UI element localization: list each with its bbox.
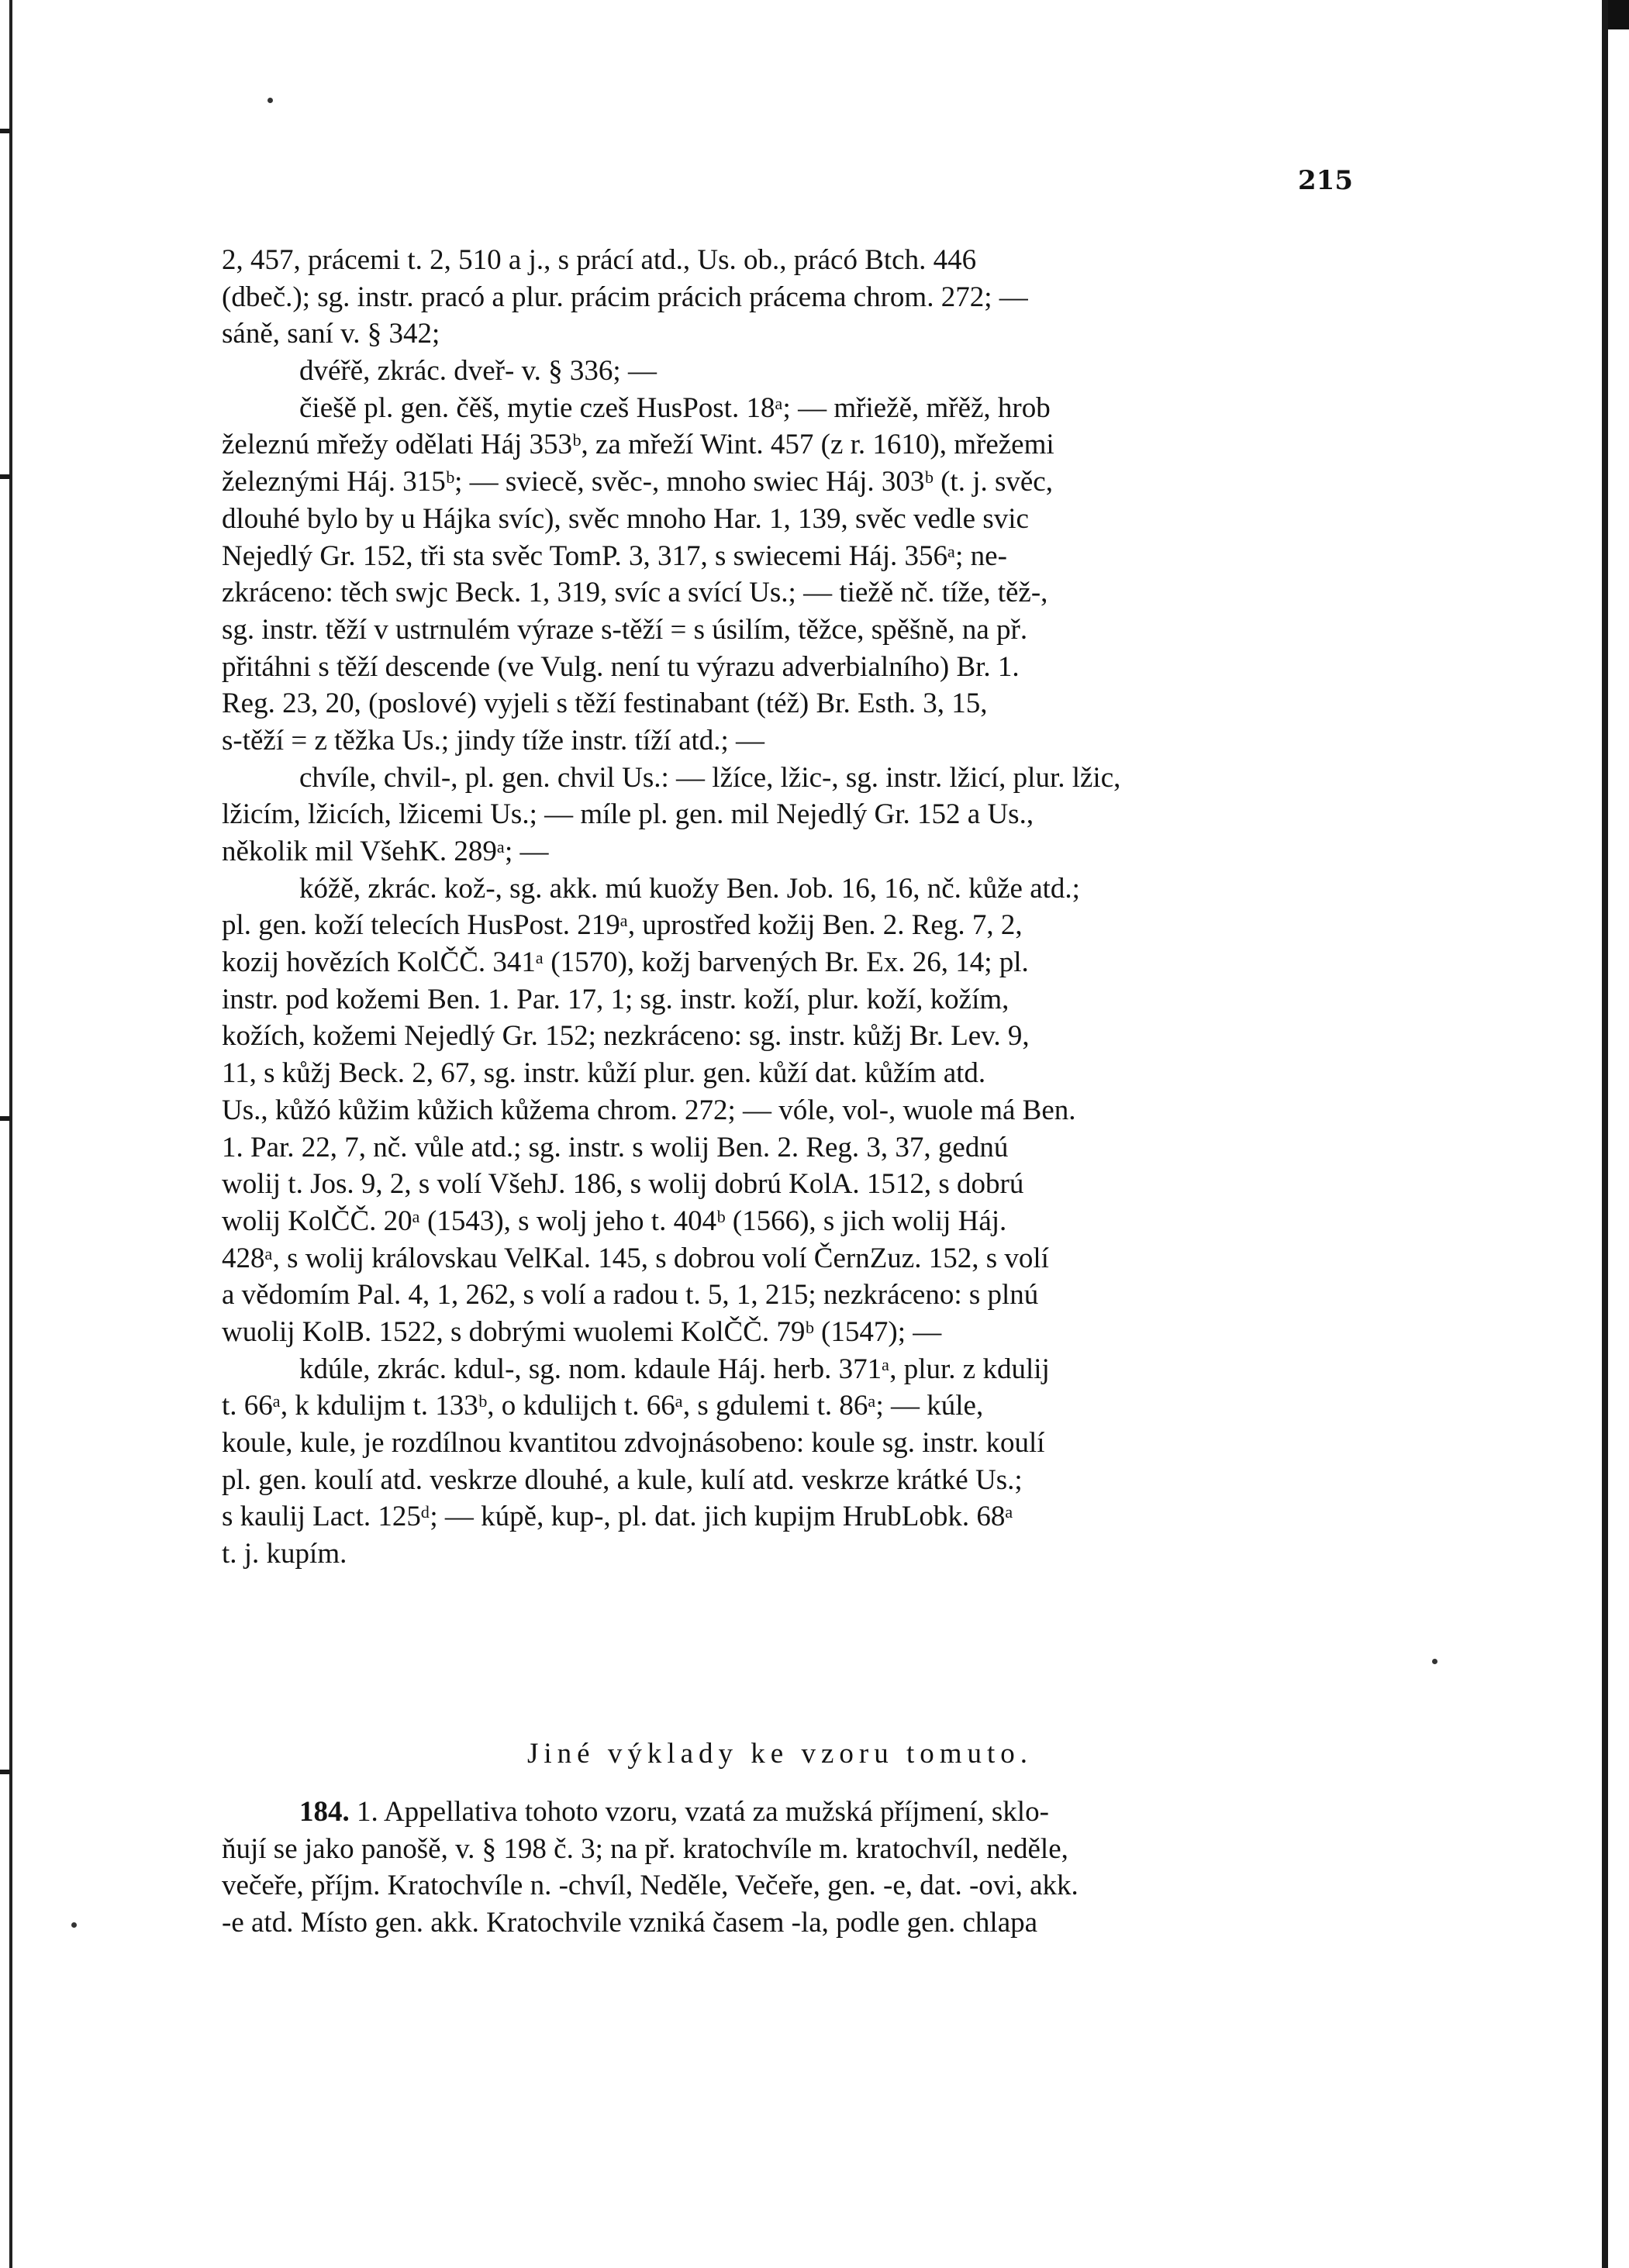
text-line: lžicím, lžicích, lžicemi Us.; — míle pl. gen. mil Nejedlý Gr. 152 a Us.,: [222, 798, 1034, 831]
text-line: wolij KolČČ. 20ᵃ (1543), s wolj jeho t. 404ᵇ (1566), s jich wolij Háj.: [222, 1205, 1007, 1237]
scan-edge-mark: [0, 1770, 11, 1774]
scan-speck: [267, 98, 273, 103]
text-line: kozij hovězích KolČČ. 341ᵃ (1570), kožj barvených Br. Ex. 26, 14; pl.: [222, 946, 1029, 979]
scan-speck: [71, 1922, 77, 1928]
text-line: koule, kule, je rozdílnou kvantitou zdvojnásobeno: koule sg. instr. koulí: [222, 1427, 1045, 1459]
paragraph-number: 184.: [299, 1796, 350, 1828]
text-line: pl. gen. koulí atd. veskrze dlouhé, a kule, kulí atd. veskrze krátké Us.;: [222, 1463, 1023, 1496]
scan-edge-corner: [1608, 0, 1629, 29]
text-line: 428ᵃ, s wolij královskau VelKal. 145, s dobrou volí ČernZuz. 152, s volí: [222, 1242, 1049, 1274]
text-line: železnými Háj. 315ᵇ; — sviecě, svěc-, mnoho swiec Háj. 303ᵇ (t. j. svěc,: [222, 466, 1053, 498]
text-line: pl. gen. koží telecích HusPost. 219ᵃ, uprostřed kožij Ben. 2. Reg. 7, 2,: [222, 909, 1023, 942]
text-line: s kaulij Lact. 125ᵈ; — kúpě, kup-, pl. dat. jich kupijm HrubLobk. 68ᵃ: [222, 1501, 1013, 1533]
text-line: Us., kůžó kůžim kůžich kůžema chrom. 272; — vóle, vol-, wuole má Ben.: [222, 1094, 1076, 1126]
text-line: Nejedlý Gr. 152, tři sta svěc TomP. 3, 317, s swiecemi Háj. 356ᵃ; ne-: [222, 539, 1007, 572]
text-line: kdúle, zkrác. kdul-, sg. nom. kdaule Háj. herb. 371ᵃ, plur. z kdulij: [299, 1353, 1050, 1385]
text-line: 1. Appellativa tohoto vzoru, vzatá za mužská příjmení, sklo-: [357, 1796, 1049, 1828]
scan-edge-right: [1602, 0, 1608, 2268]
text-line: (dbeč.); sg. instr. pracó a plur. prácim prácich prácema chrom. 272; —: [222, 281, 1028, 313]
text-line: večeře, příjm. Kratochvíle n. -chvíl, Neděle, Večeře, gen. -e, dat. -ovi, akk.: [222, 1870, 1079, 1902]
text-line: železnú mřežy odělati Háj 353ᵇ, za mřeží Wint. 457 (z r. 1610), mřežemi: [222, 429, 1054, 461]
body-text: [222, 242, 1338, 1573]
text-line: dlouhé bylo by u Hájka svíc), svěc mnoho Har. 1, 139, svěc vedle svic: [222, 502, 1029, 535]
text-line: ňují se jako panošě, v. § 198 č. 3; na př. kratochvíle m. kratochvíl, neděle,: [222, 1832, 1068, 1865]
text-line: wolij t. Jos. 9, 2, s volí VšehJ. 186, s wolij dobrú KolA. 1512, s dobrú: [222, 1168, 1024, 1201]
text-line: a vědomím Pal. 4, 1, 262, s volí a radou t. 5, 1, 215; nezkráceno: s plnú: [222, 1279, 1039, 1312]
text-line: sáně, saní v. § 342;: [222, 318, 440, 350]
scan-edge-mark: [0, 129, 11, 133]
text-line: 2, 457, prácemi t. 2, 510 a j., s prácí atd., Us. ob., prácó Btch. 446: [222, 244, 977, 276]
scan-edge-mark: [0, 1116, 11, 1121]
scan-edge-left: [9, 0, 12, 2268]
scan-edge-mark: [0, 474, 11, 479]
text-line: sg. instr. těží v ustrnulém výraze s-těží = s úsilím, těžce, spěšně, na př.: [222, 613, 1028, 646]
section-title: Jiné výklady ke vzoru tomuto.: [526, 1738, 1034, 1770]
text-line: přitáhni s těží descende (ve Vulg. není tu výrazu adverbialního) Br. 1.: [222, 650, 1020, 683]
text-line: několik mil VšehK. 289ᵃ; —: [222, 836, 549, 867]
text-line: kóžě, zkrác. kož-, sg. akk. mú kuožy Ben. Job. 16, 16, nč. kůže atd.;: [299, 872, 1080, 905]
text-line: t. j. kupím.: [222, 1538, 347, 1570]
scan-speck: [1432, 1659, 1437, 1664]
text-line: 1. Par. 22, 7, nč. vůle atd.; sg. instr. s wolij Ben. 2. Reg. 3, 37, gednú: [222, 1131, 1009, 1163]
paragraph-184: [222, 1794, 1338, 1942]
text-line: wuolij KolB. 1522, s dobrými wuolemi KolČČ. 79ᵇ (1547); —: [222, 1315, 942, 1348]
text-line: kožích, kožemi Nejedlý Gr. 152; nezkráceno: sg. instr. kůžj Br. Lev. 9,: [222, 1020, 1030, 1053]
paragraph-first-line: [222, 1794, 1338, 1831]
text-line: s-těží = z těžka Us.; jindy tíže instr. tíží atd.; —: [222, 724, 765, 757]
page-number: 215: [1298, 165, 1353, 196]
text-line: čiešě pl. gen. čěš, mytie czeš HusPost. 18ᵃ; — mřiežě, mřěž, hrob: [299, 391, 1051, 424]
text-line: chvíle, chvil-, pl. gen. chvil Us.: — lžíce, lžic-, sg. instr. lžicí, plur. lžic,: [299, 761, 1121, 794]
text-line: instr. pod kožemi Ben. 1. Par. 17, 1; sg. instr. koží, plur. koží, kožím,: [222, 983, 1009, 1015]
text-line: zkráceno: těch swjc Beck. 1, 319, svíc a svící Us.; — tiežě nč. tíže, těž-,: [222, 577, 1048, 609]
text-line: t. 66ᵃ, k kdulijm t. 133ᵇ, o kdulijch t. 66ᵃ, s gdulemi t. 86ᵃ; — kúle,: [222, 1390, 984, 1422]
text-line: 11, s kůžj Beck. 2, 67, sg. instr. kůží plur. gen. kůží dat. kůžím atd.: [222, 1057, 986, 1090]
text-line: -e atd. Místo gen. akk. Kratochvile vzniká časem -la, podle gen. chlapa: [222, 1907, 1038, 1939]
text-line: dvéřě, zkrác. dveř- v. § 336; —: [299, 355, 657, 388]
text-line: Reg. 23, 20, (poslové) vyjeli s těží festinabant (též) Br. Esth. 3, 15,: [222, 688, 988, 720]
